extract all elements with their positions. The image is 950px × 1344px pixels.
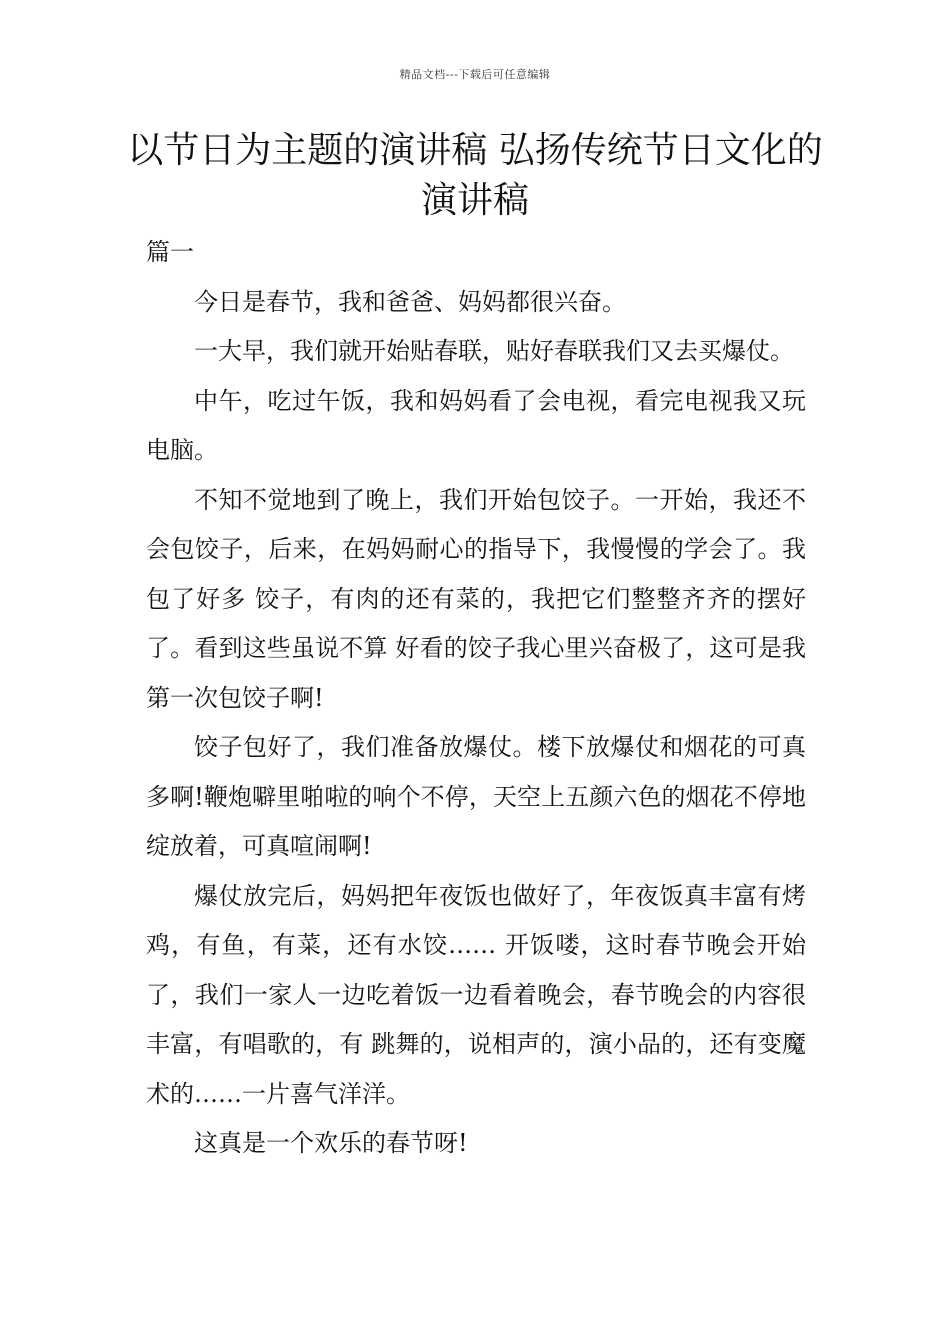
document-body <box>146 228 806 1169</box>
paragraph-3: 中午，吃过午饭，我和妈妈看了会电视，看完电视我又玩电脑。 <box>146 386 806 464</box>
paragraph-4: 不知不觉地到了晚上，我们开始包饺子。一开始，我还不会包饺子，后来，在妈妈耐心的指导下，我慢慢的学会了。我包了好多 饺子，有肉的还有菜的，我把它们整整齐齐的摆好了。看到这些虽说不算 好看的饺子我心里兴奋极了，这可是我第一次包饺子啊! <box>146 485 806 712</box>
paragraph-1: 今日是春节，我和爸爸、妈妈都很兴奋。 <box>194 287 626 316</box>
paragraph-6: 爆仗放完后，妈妈把年夜饭也做好了，年夜饭真丰富有烤鸡，有鱼，有菜，还有水饺…… 开饭喽，这时春节晚会开始了，我们一家人一边吃着饭一边看着晚会，春节晚会的内容很丰富，有唱歌的，有 跳舞的，说相声的，演小品的，还有变魔术的……一片喜气洋洋。 <box>146 881 806 1108</box>
section-label: 篇一 <box>146 238 194 266</box>
paragraph-7: 这真是一个欢乐的春节呀! <box>194 1129 468 1157</box>
document-title: 以节日为主题的演讲稿 弘扬传统节日文化的演讲稿 <box>127 130 823 221</box>
header-note: 精品文档---下载后可任意编辑 <box>399 68 551 81</box>
paragraph-5: 饺子包好了，我们准备放爆仗。楼下放爆仗和烟花的可真多啊!鞭炮噼里啪啦的响个不停，天空上五颜六色的烟花不停地绽放着，可真喧闹啊! <box>146 733 806 860</box>
paragraph-2: 一大早，我们就开始贴春联，贴好春联我们又去买爆仗。 <box>194 337 794 365</box>
